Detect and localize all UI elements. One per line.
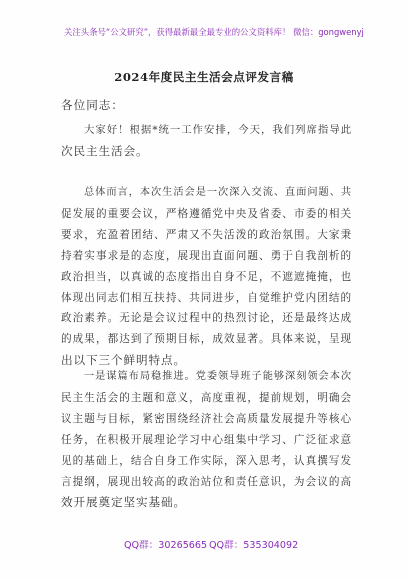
paragraph-opening (61, 120, 352, 162)
paragraph-line: 一是谋篇布局稳推进。党委领导班子能够深刻领会本次 (84, 371, 352, 382)
paragraph-line: 议主题与目标，紧密围绕经济社会高质量发展提升等核心 (61, 412, 352, 425)
paragraph-line: 体现出同志们相互扶持、共同进步，自觉维护党内团结的 (61, 291, 352, 304)
paragraph-line: 持着实事求是的态度，展现出直面问题、勇于自我剖析的 (61, 249, 352, 262)
paragraph-line: 次民主生活会。 (61, 143, 149, 158)
paragraph-line: 政治素养。无论是会议过程中的热烈讨论，还是最终达成 (61, 312, 352, 325)
paragraph-line: 效开展奠定坚实基础。 (61, 495, 186, 510)
footer-qq-group-1[interactable]: QQ群：30265665 (124, 540, 208, 551)
paragraph-line: 要求，充盈着团结、严肃又不失活泼的政治氛围。大家秉 (61, 228, 352, 241)
paragraph-line: 任务，在积极开展理论学习中心组集中学习、广泛征求意 (61, 433, 352, 446)
paragraph-point-one (61, 367, 352, 513)
paragraph-line: 的成果，都达到了预期目标，成效显著。具体来说，呈现 (61, 333, 352, 346)
paragraph-line: 大家好！根据*统一工作安排，今天，我们列席指导此 (84, 124, 352, 136)
salutation: 各位同志： (61, 98, 124, 112)
header-banner[interactable]: 关注头条号“公文研究”，获得最新最全最专业的公文资料库！ 微信：gongwenyj (64, 27, 364, 37)
paragraph-line: 促发展的重要会议，严格遵循党中央及省委、市委的相关 (61, 207, 352, 220)
footer-qq-group-2[interactable]: QQ群：535304092 (209, 540, 299, 551)
paragraph-overview (61, 183, 352, 371)
paragraph-line: 政治担当，以真诚的态度指出自身不足，不遮遮掩掩，也 (61, 270, 352, 283)
document-title: 2024年度民主生活会点评发言稿 (114, 70, 294, 84)
paragraph-line: 总体而言，本次生活会是一次深入交流、直面问题、共 (84, 187, 352, 198)
paragraph-line: 民主生活会的主题和意义，高度重视，提前规划，明确会 (61, 391, 352, 404)
paragraph-line: 言提纲，展现出较高的政治站位和责任意识，为会议的高 (61, 475, 352, 488)
paragraph-line: 见的基础上，结合自身工作实际，深入思考，认真撰写发 (61, 454, 352, 467)
paragraph-line: 出以下三个鲜明特点。 (61, 353, 186, 368)
